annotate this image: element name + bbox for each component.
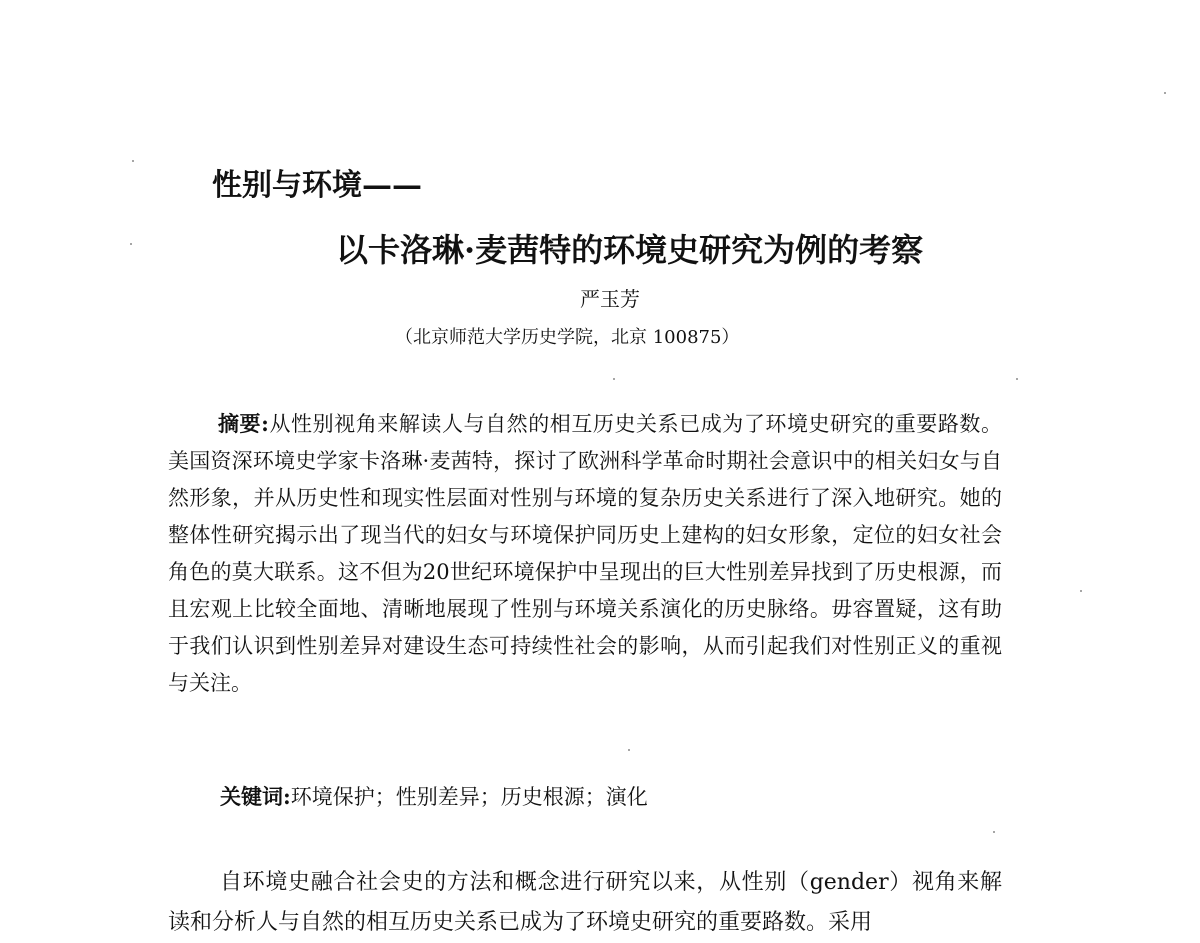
abstract-text: 从性别视角来解读人与自然的相互历史关系已成为了环境史研究的重要路数。美国资深环境史学家卡洛琳·麦茜特，探讨了欧洲科学革命时期社会意识中的相关妇女与自然形象，并从历史性和现实性层面对性别与环境的复杂历史关系进行了深入地研究。她的整体性研究揭示出了现当代的妇女与环境保护同历史上建构的妇女形象，定位的妇女社会角色的莫大联系。这不但为20世纪环境保护中呈现出的巨大性别差异找到了历史根源，而且宏观上比较全面地、清晰地展现了性别与环境关系演化的历史脉络。毋容置疑，这有助于我们认识到性别差异对建设生态可持续性社会的影响，从而引起我们对性别正义的重视与关注。: [168, 412, 1002, 695]
keywords-text: 环境保护；性别差异；历史根源；演化: [290, 785, 648, 809]
author-name: 严玉芳: [580, 287, 640, 311]
scan-speck: [130, 243, 132, 245]
scan-speck: [1080, 590, 1082, 592]
keywords-label: 关键词:: [220, 784, 291, 809]
abstract: [168, 405, 1002, 702]
keywords: [220, 781, 648, 811]
abstract-label: 摘要:: [218, 411, 269, 436]
main-title: 性别与环境——: [212, 168, 422, 203]
scan-speck: [993, 831, 995, 833]
scan-speck: [613, 378, 615, 380]
body-paragraph: 自环境史融合社会史的方法和概念进行研究以来，从性别（gender）视角来解读和分析人与自然的相互历史关系已成为了环境史研究的重要路数。采用: [168, 870, 1002, 935]
scan-speck: [1164, 92, 1166, 94]
author-affiliation: （北京师范大学历史学院，北京 100875）: [395, 327, 740, 348]
subtitle: 以卡洛琳·麦茜特的环境史研究为例的考察: [336, 231, 924, 269]
scan-speck: [628, 749, 630, 751]
scan-speck: [132, 160, 134, 162]
scan-speck: [1016, 378, 1018, 380]
